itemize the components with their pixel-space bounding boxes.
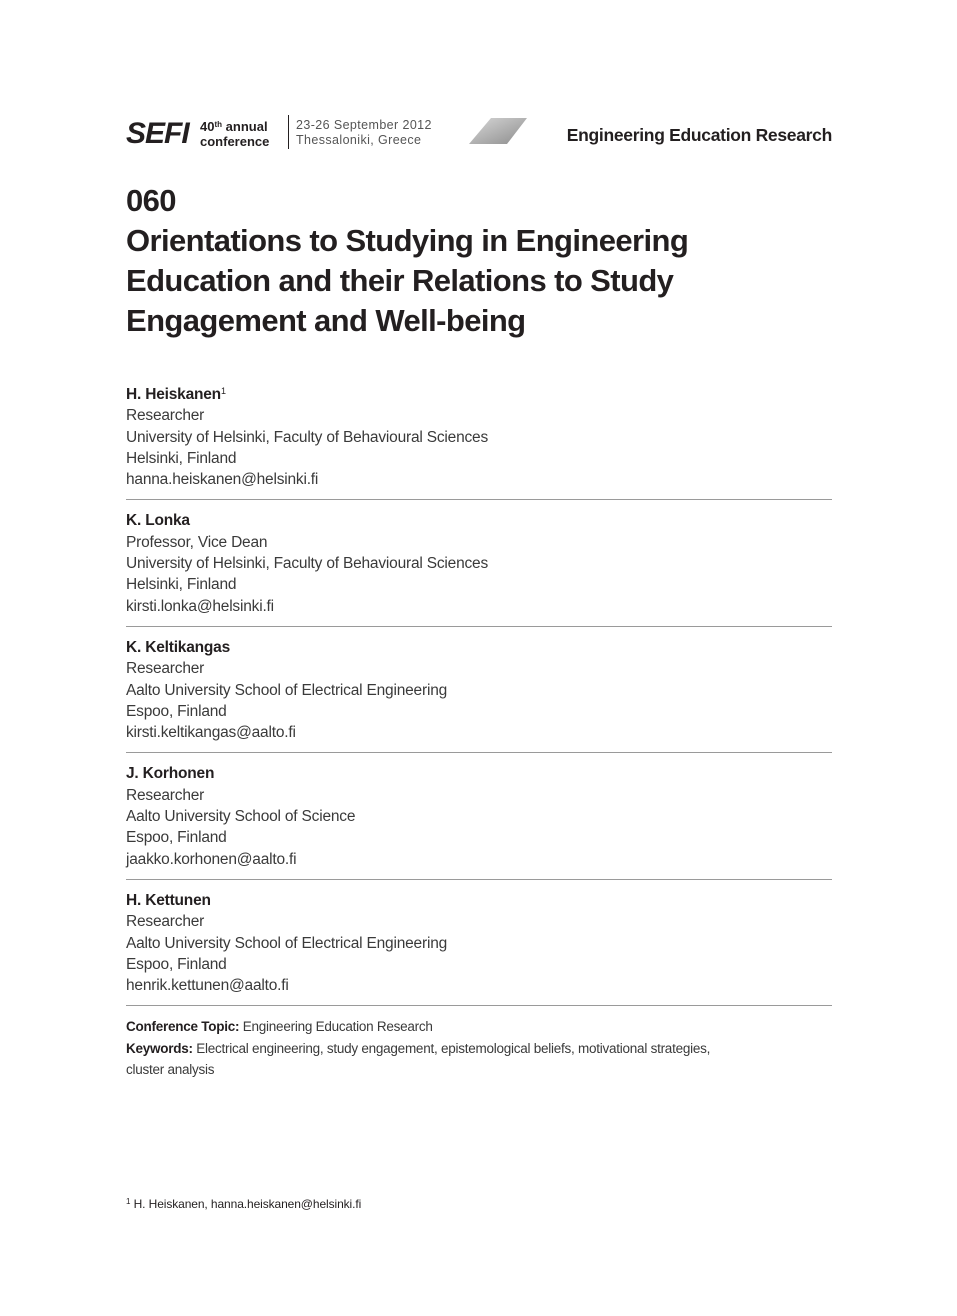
conference-ordinal-suffix: th xyxy=(214,120,223,129)
author-entry xyxy=(126,890,832,996)
header-banner-shape xyxy=(469,118,529,144)
conference-dates-block xyxy=(296,118,432,148)
author-email: kirsti.lonka@helsinki.fi xyxy=(126,597,274,615)
conference-ordinal: 40 xyxy=(200,119,215,134)
conference-word-annual: annual xyxy=(225,119,268,134)
author-entry xyxy=(126,381,832,490)
footnote-marker: 1 xyxy=(126,1197,131,1206)
paper-number: 060 xyxy=(126,183,176,218)
conference-topic-value: Engineering Education Research xyxy=(242,1019,433,1035)
author-separator xyxy=(126,879,832,880)
author-separator xyxy=(126,752,832,753)
author-name: K. Lonka xyxy=(126,512,190,530)
footnote-marker: 1 xyxy=(220,386,226,396)
keywords-line: cluster analysis xyxy=(126,1062,215,1078)
author-role: Researcher xyxy=(126,913,205,931)
author-affiliation: Aalto University School of Science xyxy=(126,808,356,826)
author-entry xyxy=(126,637,832,743)
author-separator xyxy=(126,626,832,627)
header-divider xyxy=(288,115,289,149)
conference-topic xyxy=(126,1016,832,1038)
conference-header xyxy=(126,114,832,150)
conference-label xyxy=(200,117,269,149)
track-title: Engineering Education Research xyxy=(566,125,832,145)
author-role: Researcher xyxy=(126,786,205,804)
author-name: K. Keltikangas xyxy=(126,638,231,656)
sefi-logo xyxy=(126,116,192,148)
author-email: hanna.heiskanen@helsinki.fi xyxy=(126,471,319,489)
conference-word-conference: conference xyxy=(200,134,270,149)
paper-title-line: Orientations to Studying in Engineering xyxy=(126,223,689,258)
author-role: Researcher xyxy=(126,660,205,678)
paper-title xyxy=(126,221,726,341)
author-entry xyxy=(126,763,832,869)
author-location: Helsinki, Finland xyxy=(126,576,237,594)
author-separator xyxy=(126,1005,832,1006)
author-name-text: H. Heiskanen xyxy=(126,386,221,403)
author-affiliation: University of Helsinki, Faculty of Behavioural Sciences xyxy=(126,428,489,446)
sefi-logo-text: SEFI xyxy=(126,117,189,148)
author-name: J. Korhonen xyxy=(126,765,215,783)
keywords xyxy=(126,1038,832,1060)
author-affiliation: Aalto University School of Electrical Engineering xyxy=(126,934,448,952)
author-entry xyxy=(126,510,832,616)
title-block xyxy=(126,181,826,341)
author-list xyxy=(126,381,832,1081)
paper-title-line: Engagement and Well-being xyxy=(126,303,526,338)
author-separator xyxy=(126,499,832,500)
footnote xyxy=(126,1197,361,1211)
author-role: Professor, Vice Dean xyxy=(126,533,268,551)
paper-title-line: Education and their Relations to Study xyxy=(126,263,674,298)
author-affiliation: University of Helsinki, Faculty of Behavioural Sciences xyxy=(126,555,489,573)
author-location: Espoo, Finland xyxy=(126,702,227,720)
author-affiliation: Aalto University School of Electrical Engineering xyxy=(126,681,448,699)
keywords-label: Keywords: xyxy=(126,1040,193,1056)
conference-dates: 23-26 September 2012 xyxy=(296,118,432,132)
author-location: Espoo, Finland xyxy=(126,829,227,847)
author-email: kirsti.keltikangas@aalto.fi xyxy=(126,724,296,742)
author-email: jaakko.korhonen@aalto.fi xyxy=(126,850,297,868)
author-location: Helsinki, Finland xyxy=(126,449,237,467)
paper-meta xyxy=(126,1016,832,1081)
author-email: henrik.kettunen@aalto.fi xyxy=(126,977,289,995)
author-name xyxy=(126,381,832,405)
author-role: Researcher xyxy=(126,407,205,425)
author-location: Espoo, Finland xyxy=(126,955,227,973)
conference-location: Thessaloniki, Greece xyxy=(296,133,422,147)
author-name: H. Kettunen xyxy=(126,891,211,909)
conference-topic-label: Conference Topic: xyxy=(126,1019,240,1035)
keywords-line: Electrical engineering, study engagement, epistemological beliefs, motivational strategies, xyxy=(196,1040,711,1056)
footnote-text: H. Heiskanen, hanna.heiskanen@helsinki.fi xyxy=(133,1197,362,1211)
